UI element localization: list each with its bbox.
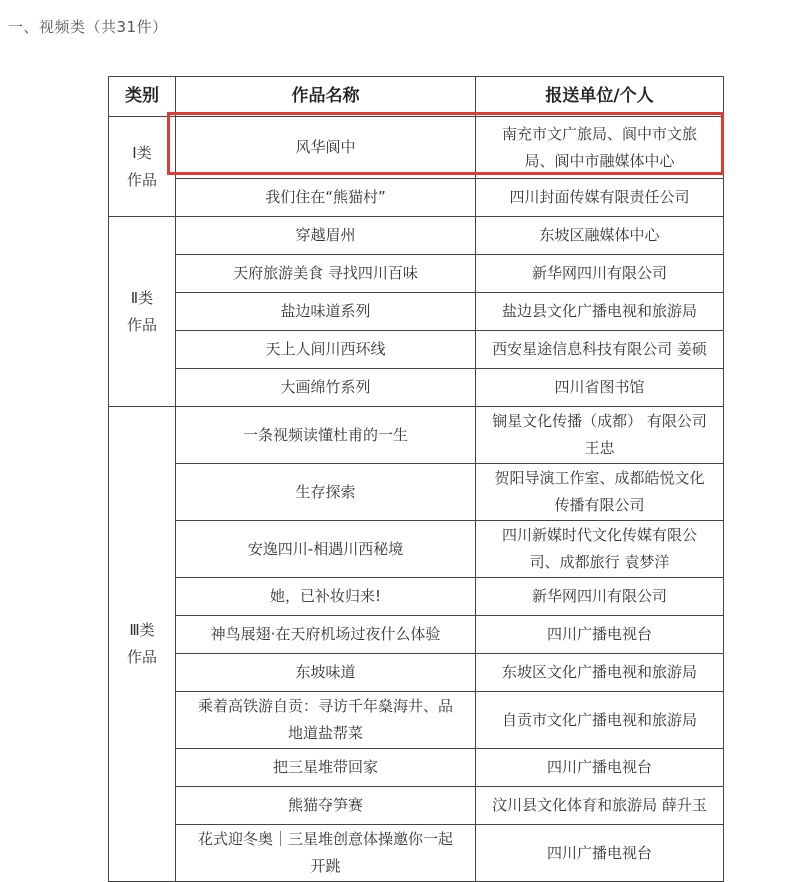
category-cell	[109, 407, 176, 882]
submitter-line: 四川封面传媒有限责任公司	[509, 188, 690, 206]
work-name-line: 天上人间川西环线	[265, 340, 386, 358]
table-header-row	[109, 77, 724, 117]
submitter-line: 司、成都旅行 袁梦洋	[529, 553, 670, 571]
table-row	[109, 407, 724, 464]
submitter-line: 传播有限公司	[554, 496, 645, 514]
table-row	[109, 117, 724, 179]
category-cell	[109, 117, 176, 217]
work-name-line: 乘着高铁游自贡：寻访千年燊海井、品	[197, 697, 453, 715]
submitter-cell	[476, 369, 724, 407]
category-label-line: Ⅱ类	[130, 288, 154, 307]
submitter-cell	[476, 117, 724, 179]
work-name-cell	[176, 825, 476, 882]
submitter-line: 贺阳导演工作室、成都皓悦文化	[494, 469, 705, 487]
table-row	[109, 331, 724, 369]
submitter-cell	[476, 293, 724, 331]
submitter-line: 四川新媒时代文化传媒有限公	[501, 526, 697, 544]
work-name-line: 穿越眉州	[295, 226, 356, 244]
submitter-line: 四川广播电视台	[546, 843, 652, 862]
table-row	[109, 464, 724, 521]
work-name-line: 一条视频读懂杜甫的一生	[242, 425, 408, 444]
work-name-cell	[176, 749, 476, 787]
table-row	[109, 749, 724, 787]
work-name-cell	[176, 217, 476, 255]
submitter-cell	[476, 825, 724, 882]
work-name-cell	[176, 578, 476, 616]
table-row	[109, 578, 724, 616]
submitter-line: 汶川县文化体育和旅游局 薛升玉	[492, 796, 707, 814]
table-row	[109, 255, 724, 293]
category-cell	[109, 217, 176, 407]
work-name-cell	[176, 117, 476, 179]
table-row	[109, 293, 724, 331]
table-row	[109, 787, 724, 825]
table-row	[109, 825, 724, 882]
work-name-line: 风华阆中	[295, 138, 356, 156]
category-label-line: 作品	[126, 170, 157, 189]
work-name-line: 大画绵竹系列	[280, 378, 371, 396]
category-label-line: 作品	[126, 315, 157, 334]
table-row	[109, 217, 724, 255]
work-name-line: 盐边味道系列	[280, 302, 371, 320]
work-name-line: 开跳	[310, 857, 341, 875]
work-name-cell	[176, 407, 476, 464]
work-name-line: 安逸四川-相遇川西秘境	[247, 539, 404, 558]
submitter-cell	[476, 464, 724, 521]
submitter-cell	[476, 787, 724, 825]
work-name-cell	[176, 521, 476, 578]
submitter-line: 自贡市文化广播电视和旅游局	[501, 710, 697, 729]
work-name-cell	[176, 179, 476, 217]
table-row	[109, 616, 724, 654]
submitter-line: 王忠	[584, 439, 615, 457]
work-name-line: 我们住在“熊猫村”	[265, 188, 386, 206]
submitter-line: 西安星途信息科技有限公司 姜硕	[492, 340, 707, 358]
table-row	[109, 179, 724, 217]
work-name-cell	[176, 692, 476, 749]
work-name-line: 天府旅游美食 寻找四川百味	[233, 264, 418, 282]
category-label-line: Ⅲ类	[129, 621, 155, 639]
submitter-cell	[476, 331, 724, 369]
work-name-line: 神鸟展翅·在天府机场过夜什么体验	[210, 625, 441, 643]
submitter-cell	[476, 578, 724, 616]
work-name-line: 把三星堆带回家	[272, 758, 378, 776]
submitter-cell	[476, 749, 724, 787]
work-name-cell	[176, 787, 476, 825]
work-name-line: 地道盐帮菜	[287, 724, 363, 742]
submitter-line: 盐边县文化广播电视和旅游局	[501, 302, 697, 320]
awards-table	[108, 76, 724, 882]
work-name-line: 东坡味道	[295, 663, 356, 681]
submitter-line: 四川广播电视台	[546, 758, 652, 776]
submitter-cell	[476, 255, 724, 293]
submitter-line: 南充市文广旅局、阆中市文旅	[501, 124, 697, 143]
work-name-cell	[176, 464, 476, 521]
work-name-line: 花式迎冬奥｜三星堆创意体操邀你一起	[197, 830, 453, 848]
work-name-cell	[176, 255, 476, 293]
header-category: 类别	[109, 77, 176, 117]
submitter-line: 新华网四川有限公司	[531, 587, 667, 605]
submitter-cell	[476, 692, 724, 749]
table-row	[109, 369, 724, 407]
submitter-cell	[476, 179, 724, 217]
submitter-cell	[476, 616, 724, 654]
table-row	[109, 654, 724, 692]
table-row	[109, 521, 724, 578]
work-name-cell	[176, 293, 476, 331]
submitter-line: 东坡区文化广播电视和旅游局	[501, 663, 697, 681]
work-name-line: 生存探索	[295, 482, 356, 501]
category-label-line: 作品	[126, 648, 157, 666]
work-name-line: 她，已补妆归来!	[269, 587, 381, 605]
submitter-line: 锎星文化传播（成都） 有限公司	[492, 412, 707, 430]
section-heading: 一、视频类（共31件）	[8, 18, 168, 36]
submitter-cell	[476, 654, 724, 692]
table-row	[109, 692, 724, 749]
submitter-line: 东坡区融媒体中心	[539, 226, 660, 244]
submitter-line: 四川广播电视台	[546, 625, 652, 643]
work-name-cell	[176, 654, 476, 692]
work-name-cell	[176, 369, 476, 407]
header-submitter: 报送单位/个人	[476, 77, 724, 117]
submitter-cell	[476, 217, 724, 255]
submitter-cell	[476, 521, 724, 578]
work-name-cell	[176, 331, 476, 369]
submitter-line: 新华网四川有限公司	[531, 264, 667, 282]
submitter-line: 四川省图书馆	[554, 378, 645, 396]
submitter-cell	[476, 407, 724, 464]
header-work-name: 作品名称	[176, 77, 476, 117]
submitter-line: 局、阆中市融媒体中心	[524, 151, 675, 170]
work-name-line: 熊猫夺笋赛	[287, 796, 363, 814]
category-label-line: Ⅰ类	[132, 143, 152, 162]
work-name-cell	[176, 616, 476, 654]
